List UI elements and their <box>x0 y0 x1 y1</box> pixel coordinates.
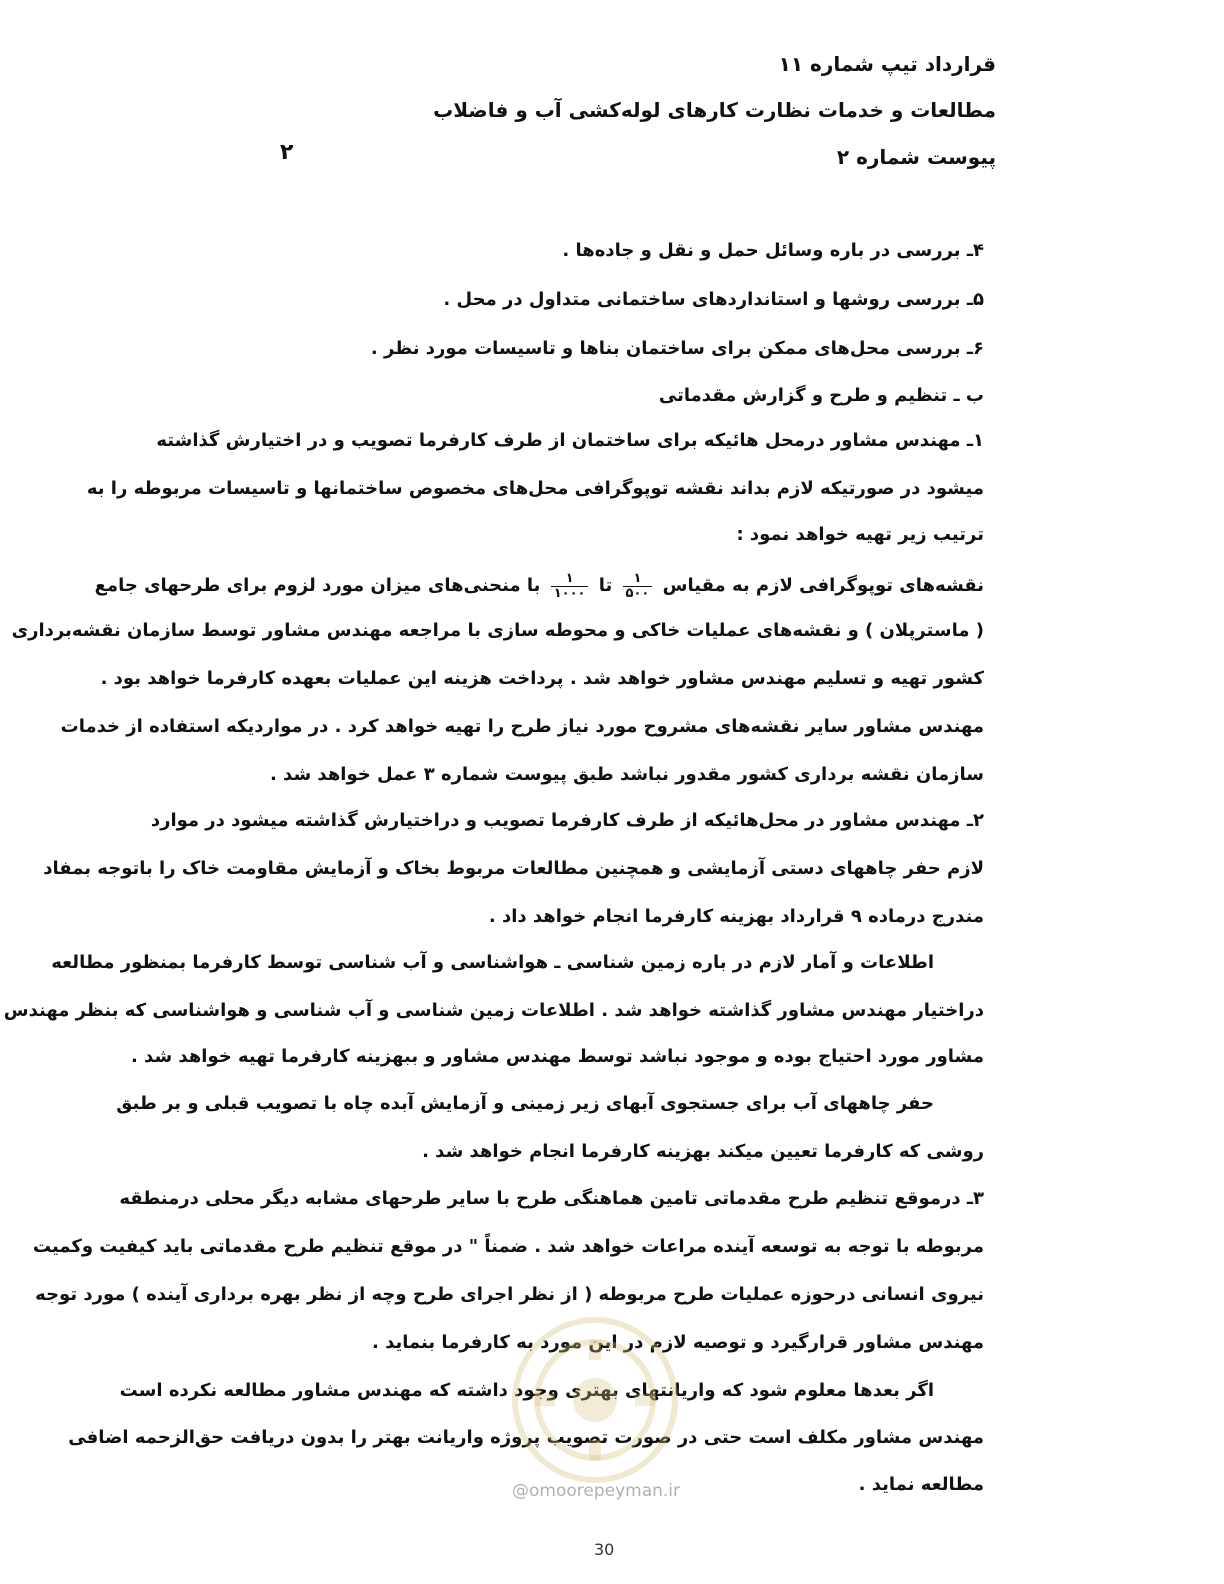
contour-text: با منحنی‌های میزان مورد لزوم برای طرحهای جامع <box>94 575 541 596</box>
s1-line-7: مهندس مشاور سایر نقشه‌های مشروح مورد نیاز طرح را تهیه خواهد کرد . در مواردیکه استفاده از خدمات <box>60 716 984 737</box>
s2-p3-line-2: روشی که کارفرما تعیین میکند بهزینه کارفرما انجام خواهد شد . <box>422 1141 984 1162</box>
s1-line-1: ۱ـ مهندس مشاور درمحل هائیکه برای ساختمان از طرف کارفرما تصویب و در اختیارش گذاشته <box>156 430 984 451</box>
s2-p2-line-1: اطلاعات و آمار لازم در باره زمین شناسی ـ هواشناسی و آب شناسی توسط کارفرما بمنظور مطالعه <box>51 952 934 973</box>
s1-line-2: میشود در صورتیکه لازم بداند نقشه توپوگرافی محل‌های مخصوص ساختمانها و تاسیسات مربوطه را به <box>86 478 984 499</box>
item-4: ۴ـ بررسی در باره وسائل حمل و نقل و جاده‌ها . <box>562 240 984 261</box>
scale-fraction-1: $\frac{۱}{۵۰۰}$ <box>623 572 653 601</box>
s2-line-3: مندرج درماده ۹ قرارداد بهزینه کارفرما انجام خواهد داد . <box>488 906 984 927</box>
annex-label: پیوست شماره ۲ <box>836 145 996 169</box>
s1-line-4 <box>94 566 984 606</box>
s1-line-6: کشور تهیه و تسلیم مهندس مشاور خواهد شد . پرداخت هزینه این عملیات بعهده کارفرما خواهد بود . <box>100 668 984 689</box>
s3-p2-line-1: اگر بعدها معلوم شود که واریانتهای بهتری وجود داشته که مهندس مشاور مطالعه نکرده است <box>119 1380 934 1401</box>
s2-p2-line-3: مشاور مورد احتیاج بوده و موجود نباشد توسط مهندس مشاور و ببهزینه کارفرما تهیه خواهد شد . <box>130 1046 984 1067</box>
s1-line-5: ( ماسترپلان ) و نقشه‌های عملیات خاکی و محوطه سازی با مراجعه مهندس مشاور توسط سازمان نقشه‌برداری <box>11 620 984 641</box>
s3-p2-line-3: مطالعه نماید . <box>858 1474 984 1495</box>
seal-watermark-icon <box>505 1310 685 1490</box>
s3-line-4: مهندس مشاور قرارگیرد و توصیه لازم در این مورد به کارفرما بنماید . <box>371 1332 984 1353</box>
s1-line-3: ترتیب زیر تهیه خواهد نمود : <box>736 524 984 545</box>
s3-line-2: مربوطه با توجه به توسعه آینده مراعات خواهد شد . ضمناً " در موقع تنظیم طرح مقدماتی باید کیفیت وکمیت <box>32 1236 984 1257</box>
s2-p3-line-1: حفر چاههای آب برای جستجوی آبهای زیر زمینی و آزمایش آبده چاه با تصویب قبلی و بر طبق <box>116 1093 934 1114</box>
item-b: ب ـ تنظیم و طرح و گزارش مقدماتی <box>658 385 984 406</box>
scale-to: تا <box>598 575 613 596</box>
document-title: مطالعات و خدمات نظارت کارهای لوله‌کشی آب و فاضلاب <box>433 98 996 122</box>
annex-number: ۲ <box>280 140 294 165</box>
s2-line-2: لازم حفر چاههای دستی آزمایشی و همچنین مطالعات مربوط بخاک و آزمایش مقاومت خاک را باتوجه بمفاد <box>43 858 984 879</box>
scale-fraction-2: $\frac{۱}{۱۰۰۰}$ <box>551 572 589 601</box>
s2-line-1: ۲ـ مهندس مشاور در محل‌هائیکه از طرف کارفرما تصویب و دراختیارش گذاشته میشود در موارد <box>150 810 984 831</box>
s1-line-8: سازمان نقشه برداری کشور مقدور نباشد طبق پیوست شماره ۳ عمل خواهد شد . <box>269 764 984 785</box>
s3-line-1: ۳ـ درموقع تنظیم طرح مقدماتی تامین هماهنگی طرح با سایر طرحهای مشابه دیگر محلی درمنطقه <box>119 1188 984 1209</box>
s3-p2-line-2: مهندس مشاور مکلف است حتی در صورت تصویب پروژه واریانت بهتر را بدون دریافت حق‌الزحمه اضافی <box>68 1427 984 1448</box>
s3-line-3: نیروی انسانی درحوزه عملیات طرح مربوطه ( از نظر اجرای طرح وچه از نظر بهره برداری آینده ) مورد توجه <box>35 1284 984 1305</box>
watermark-url: @omoorepeyman.ir <box>512 1481 681 1501</box>
item-6: ۶ـ بررسی محل‌های ممکن برای ساختمان بناها و تاسیسات مورد نظر . <box>370 338 984 359</box>
s2-p2-line-2: دراختیار مهندس مشاور گذاشته خواهد شد . اطلاعات زمین شناسی و آب شناسی و هواشناسی که بنظر مهندس <box>3 1000 984 1021</box>
contract-number: قرارداد تیپ شماره ۱۱ <box>778 52 996 76</box>
item-5: ۵ـ بررسی روشها و استانداردهای ساختمانی متداول در محل . <box>443 289 984 310</box>
page-number: 30 <box>594 1540 615 1559</box>
scale-text: نقشه‌های توپوگرافی لازم به مقیاس <box>662 575 984 596</box>
